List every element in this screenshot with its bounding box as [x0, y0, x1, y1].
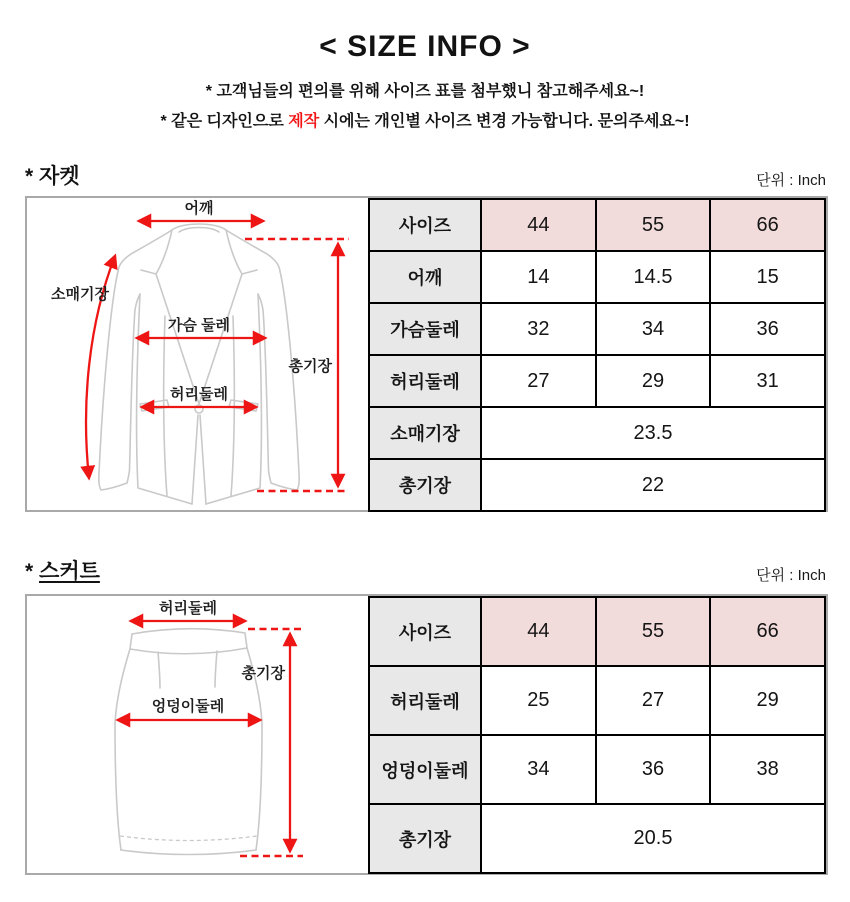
- row-label-cell: 어깨: [369, 251, 481, 303]
- jacket-measure-arrows: [51, 199, 349, 491]
- header-note-2-pre: * 같은 디자인으로: [160, 113, 289, 130]
- jacket-section: [25, 156, 828, 512]
- waist-dim-label: 허리둘레: [170, 386, 228, 403]
- jacket-unit-label: 단위 : Inch: [756, 172, 826, 189]
- header-note-2: [0, 108, 850, 131]
- skirt-size-66-cell: 66: [710, 597, 825, 666]
- table-row-total-length: [369, 804, 825, 873]
- skirt-section: [25, 551, 828, 875]
- value-cell: 27: [481, 355, 596, 407]
- skirt-measure-arrows: [118, 599, 303, 856]
- table-row-sleeve-length: [369, 407, 825, 459]
- skirt-title-star: *: [25, 560, 34, 583]
- jacket-title-star: *: [25, 165, 34, 188]
- row-label-cell: 총기장: [369, 804, 481, 873]
- value-cell: 32: [481, 303, 596, 355]
- page-header: [0, 30, 850, 131]
- skirt-size-header-cell: 사이즈: [369, 597, 481, 666]
- table-row-hip: [369, 735, 825, 804]
- row-label-cell: 가슴둘레: [369, 303, 481, 355]
- value-cell: 27: [596, 666, 711, 735]
- value-cell: 31: [710, 355, 825, 407]
- skirt-title-word: 스커트: [39, 560, 100, 583]
- value-cell: 15: [710, 251, 825, 303]
- sleeve-dim-label: 소매기장: [51, 286, 109, 303]
- table-row-total-length: [369, 459, 825, 511]
- row-label-cell: 엉덩이둘레: [369, 735, 481, 804]
- skirt-size-table: [368, 596, 826, 874]
- table-row-waist: [369, 666, 825, 735]
- jacket-size-header-cell: 사이즈: [369, 199, 481, 251]
- skirt-size-box: [25, 594, 828, 875]
- skirt-sketch: [115, 629, 262, 855]
- value-cell: 36: [710, 303, 825, 355]
- skirt-size-44-cell: 44: [481, 597, 596, 666]
- header-note-2-post: 시에는 개인별 사이즈 변경 가능합니다. 문의주세요~!: [319, 113, 690, 130]
- merged-value-cell: 23.5: [481, 407, 825, 459]
- hip-dim-label: 엉덩이둘레: [151, 698, 225, 715]
- row-label-cell: 총기장: [369, 459, 481, 511]
- jacket-section-title: [25, 160, 80, 190]
- shoulder-dim-label: 어깨: [184, 200, 214, 217]
- jacket-size-box: [25, 196, 828, 512]
- jacket-size-55-cell: 55: [596, 199, 711, 251]
- value-cell: 34: [596, 303, 711, 355]
- skirt-diagram: [27, 596, 368, 873]
- value-cell: 34: [481, 735, 596, 804]
- length-dim-label: 총기장: [288, 358, 332, 375]
- jacket-section-header: [25, 156, 828, 190]
- jacket-sketch: [99, 224, 299, 504]
- jacket-diagram: [27, 198, 368, 510]
- value-cell: 14.5: [596, 251, 711, 303]
- merged-value-cell: 22: [481, 459, 825, 511]
- chest-dim-label: 가슴 둘레: [167, 317, 231, 334]
- page-title: < SIZE INFO >: [319, 30, 531, 63]
- value-cell: 14: [481, 251, 596, 303]
- value-cell: 25: [481, 666, 596, 735]
- value-cell: 29: [710, 666, 825, 735]
- skirt-size-55-cell: 55: [596, 597, 711, 666]
- table-row-sizes: [369, 597, 825, 666]
- value-cell: 38: [710, 735, 825, 804]
- jacket-title-word: 자켓: [39, 165, 80, 188]
- value-cell: 36: [596, 735, 711, 804]
- skirt-unit-label: 단위 : Inch: [756, 567, 826, 584]
- header-note-1: * 고객님들의 편의를 위해 사이즈 표를 첨부했니 참고해주세요~!: [205, 83, 645, 100]
- length-dim-label: 총기장: [241, 665, 285, 682]
- skirt-section-title: [25, 555, 100, 585]
- value-cell: 29: [596, 355, 711, 407]
- merged-value-cell: 20.5: [481, 804, 825, 873]
- jacket-size-44-cell: 44: [481, 199, 596, 251]
- jacket-size-66-cell: 66: [710, 199, 825, 251]
- table-row-chest: [369, 303, 825, 355]
- header-note-2-highlight: 제작: [288, 113, 320, 130]
- row-label-cell: 소매기장: [369, 407, 481, 459]
- jacket-size-table: [368, 198, 826, 512]
- table-row-waist: [369, 355, 825, 407]
- row-label-cell: 허리둘레: [369, 355, 481, 407]
- table-row-shoulder: [369, 251, 825, 303]
- waist-dim-label: 허리둘레: [159, 600, 217, 617]
- table-row-sizes: [369, 199, 825, 251]
- row-label-cell: 허리둘레: [369, 666, 481, 735]
- skirt-section-header: [25, 551, 828, 585]
